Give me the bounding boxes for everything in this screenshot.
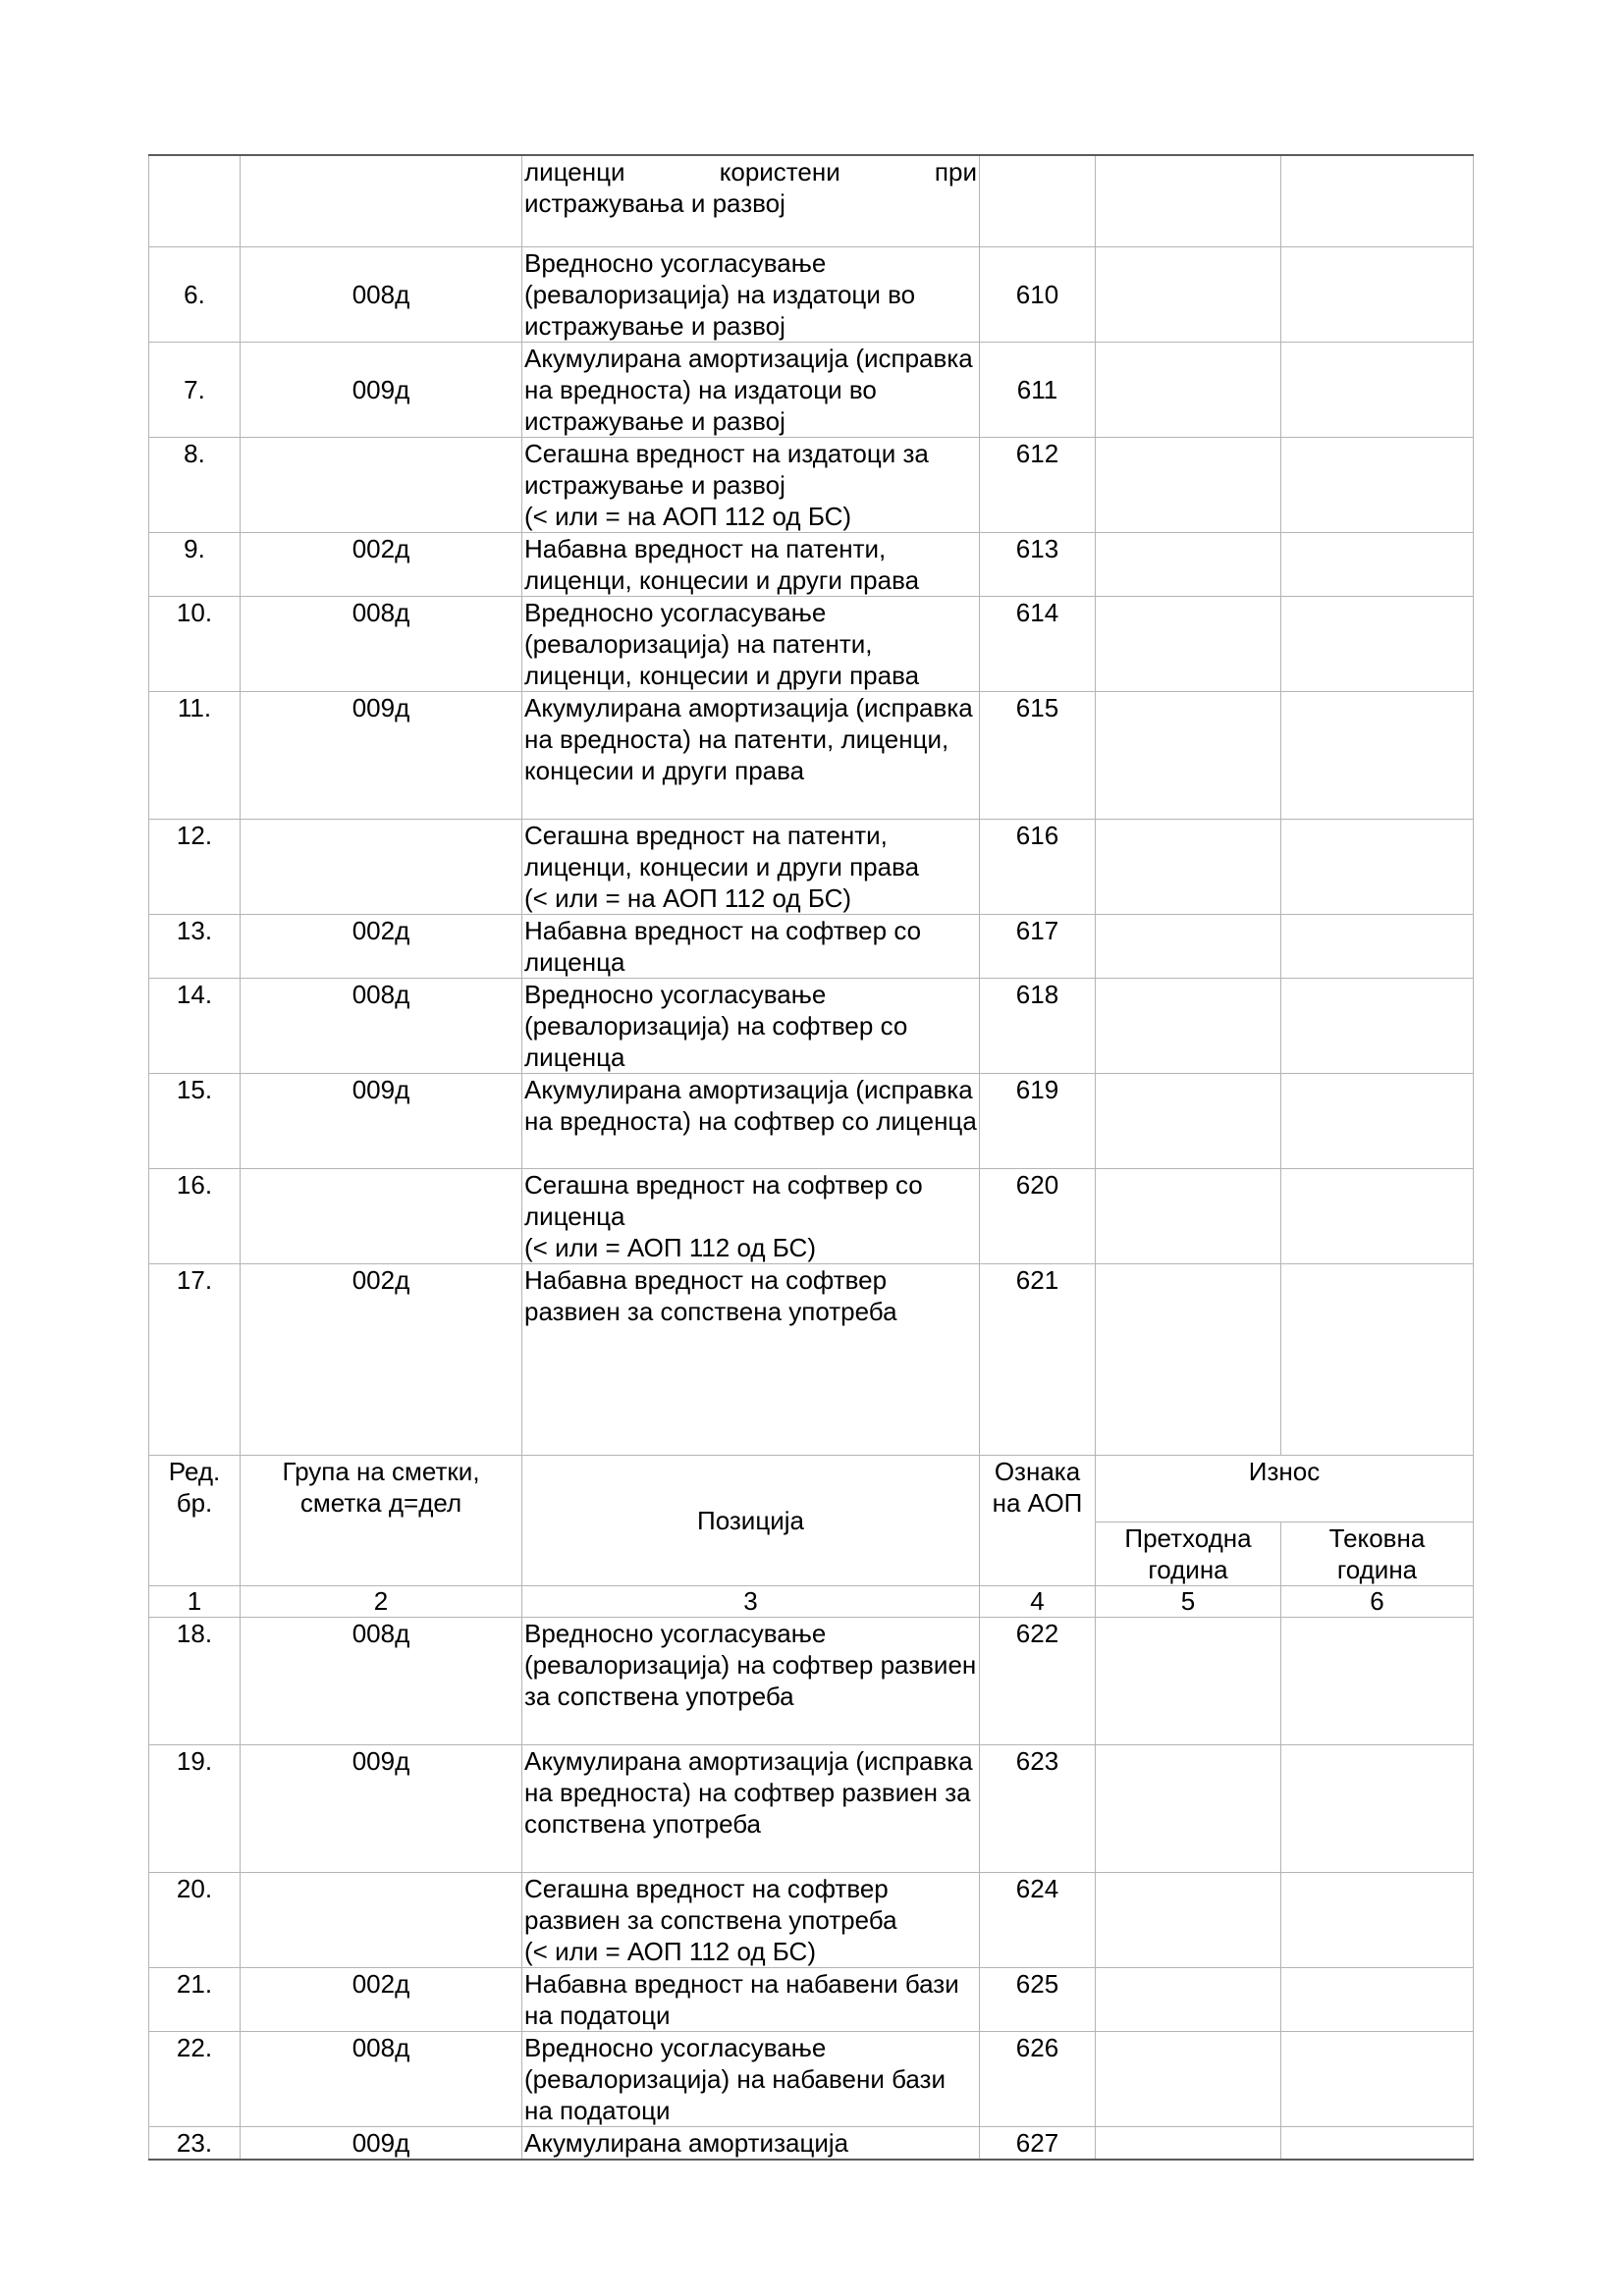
header-previous-year: Претходна година — [1096, 1522, 1281, 1585]
table-header-row — [149, 1455, 1474, 1522]
header-aop-code: Ознака на АОП — [980, 1455, 1096, 1585]
table-row — [149, 1744, 1474, 1872]
position-cell: Вредносно усогласување (ревалоризација) на софтвер развиен за сопствена употреба — [522, 1617, 980, 1744]
table-row — [149, 437, 1474, 532]
current-year-cell[interactable] — [1281, 1168, 1474, 1263]
row-number-cell: 14. — [149, 978, 241, 1073]
previous-year-cell[interactable] — [1096, 914, 1281, 978]
row-number-cell: 21. — [149, 1967, 241, 2031]
row-number-cell: 11. — [149, 691, 241, 819]
account-group-cell: 002д — [241, 914, 522, 978]
account-group-cell — [241, 1168, 522, 1263]
row-number-cell: 7. — [149, 342, 241, 437]
position-cell: Вредносно усогласување (ревалоризација) на издатоци во истражување и развој — [522, 246, 980, 342]
account-group-cell: 002д — [241, 532, 522, 596]
column-number: 6 — [1281, 1585, 1474, 1617]
account-group-cell — [241, 819, 522, 914]
position-cell: Набавна вредност на софтвер развиен за сопствена употреба — [522, 1263, 980, 1455]
position-line: истражувања и развој — [524, 188, 785, 218]
account-group-cell: 008д — [241, 978, 522, 1073]
aop-code-cell: 627 — [980, 2126, 1096, 2160]
position-cell: Сегашна вредност на издатоци за истражување и развој (< или = на АОП 112 од БС) — [522, 437, 980, 532]
position-cell: Сегашна вредност на патенти, лиценци, концесии и други права (< или = на АОП 112 од БС) — [522, 819, 980, 914]
position-cell: Акумулирана амортизација (исправка на вредноста) на патенти, лиценци, концесии и други права — [522, 691, 980, 819]
position-cell: Сегашна вредност на софтвер развиен за сопствена употреба (< или = АОП 112 од БС) — [522, 1872, 980, 1967]
row-number-cell: 19. — [149, 1744, 241, 1872]
header-amount: Износ — [1096, 1455, 1474, 1522]
current-year-cell[interactable] — [1281, 1872, 1474, 1967]
table-row — [149, 1263, 1474, 1455]
current-year-cell[interactable] — [1281, 2031, 1474, 2126]
column-number: 4 — [980, 1585, 1096, 1617]
account-group-cell: 002д — [241, 1967, 522, 2031]
aop-code-cell: 616 — [980, 819, 1096, 914]
current-year-cell[interactable] — [1281, 819, 1474, 914]
position-cell: Акумулирана амортизација — [522, 2126, 980, 2160]
row-number-cell: 23. — [149, 2126, 241, 2160]
previous-year-cell[interactable] — [1096, 246, 1281, 342]
account-group-cell: 008д — [241, 596, 522, 691]
table-row — [149, 155, 1474, 246]
position-cell: Акумулирана амортизација (исправка на вредноста) на издатоци во истражување и развој — [522, 342, 980, 437]
aop-code-cell: 621 — [980, 1263, 1096, 1455]
account-group-cell: 009д — [241, 1073, 522, 1168]
row-number-cell: 17. — [149, 1263, 241, 1455]
current-year-cell[interactable] — [1281, 1263, 1474, 1455]
position-cell: Сегашна вредност на софтвер со лиценца (< или = АОП 112 од БС) — [522, 1168, 980, 1263]
position-word: при — [934, 157, 977, 187]
header-account-group: Група на сметки, сметка д=дел — [241, 1455, 522, 1585]
aop-code-cell: 613 — [980, 532, 1096, 596]
current-year-cell[interactable] — [1281, 914, 1474, 978]
aop-code-cell: 610 — [980, 246, 1096, 342]
aop-code-cell: 626 — [980, 2031, 1096, 2126]
row-number-cell: 20. — [149, 1872, 241, 1967]
aop-code-cell: 625 — [980, 1967, 1096, 2031]
table-row — [149, 532, 1474, 596]
previous-year-cell[interactable] — [1096, 596, 1281, 691]
table-row — [149, 1073, 1474, 1168]
row-number-cell: 6. — [149, 246, 241, 342]
column-number: 3 — [522, 1585, 980, 1617]
previous-year-cell[interactable] — [1096, 2031, 1281, 2126]
row-number-cell: 13. — [149, 914, 241, 978]
intangible-assets-table — [148, 154, 1474, 2161]
table-row — [149, 1168, 1474, 1263]
current-year-cell[interactable] — [1281, 1744, 1474, 1872]
table-row — [149, 2031, 1474, 2126]
position-cell: Набавна вредност на патенти, лиценци, концесии и други права — [522, 532, 980, 596]
row-number-cell: 15. — [149, 1073, 241, 1168]
column-number-row — [149, 1585, 1474, 1617]
account-group-cell: 008д — [241, 2031, 522, 2126]
account-group-cell — [241, 437, 522, 532]
account-group-cell: 009д — [241, 342, 522, 437]
current-year-cell[interactable] — [1281, 342, 1474, 437]
current-year-cell[interactable] — [1281, 1073, 1474, 1168]
current-year-cell[interactable] — [1281, 691, 1474, 819]
aop-cell — [980, 155, 1096, 246]
current-year-cell[interactable] — [1281, 532, 1474, 596]
position-cell: Акумулирана амортизација (исправка на вредноста) на софтвер со лиценца — [522, 1073, 980, 1168]
row-number-cell: 16. — [149, 1168, 241, 1263]
current-year-cell[interactable] — [1281, 437, 1474, 532]
previous-year-cell[interactable] — [1096, 1744, 1281, 1872]
row-number-cell: 22. — [149, 2031, 241, 2126]
aop-code-cell: 615 — [980, 691, 1096, 819]
account-group-cell: 009д — [241, 691, 522, 819]
previous-year-cell[interactable] — [1096, 978, 1281, 1073]
account-group-cell — [241, 1872, 522, 1967]
column-number: 1 — [149, 1585, 241, 1617]
aop-code-cell: 612 — [980, 437, 1096, 532]
current-year-cell[interactable] — [1281, 246, 1474, 342]
table-row — [149, 1617, 1474, 1744]
row-number-cell: 10. — [149, 596, 241, 691]
current-year-cell[interactable] — [1281, 1967, 1474, 2031]
previous-year-cell[interactable] — [1096, 1617, 1281, 1744]
previous-year-cell[interactable] — [1096, 1073, 1281, 1168]
current-year-cell[interactable] — [1281, 978, 1474, 1073]
aop-code-cell: 619 — [980, 1073, 1096, 1168]
aop-code-cell: 622 — [980, 1617, 1096, 1744]
aop-code-cell: 617 — [980, 914, 1096, 978]
current-year-cell[interactable] — [1281, 596, 1474, 691]
table-row — [149, 342, 1474, 437]
row-number-cell: 12. — [149, 819, 241, 914]
previous-year-cell[interactable] — [1096, 1168, 1281, 1263]
table-row — [149, 1872, 1474, 1967]
financial-form-sheet — [148, 154, 1473, 2161]
position-word: користени — [719, 157, 840, 187]
position-cell: Акумулирана амортизација (исправка на вредноста) на софтвер развиен за сопствена употреба — [522, 1744, 980, 1872]
table-row — [149, 246, 1474, 342]
table-row — [149, 819, 1474, 914]
position-cell: Вредносно усогласување (ревалоризација) на софтвер со лиценца — [522, 978, 980, 1073]
table-row — [149, 978, 1474, 1073]
previous-year-cell[interactable] — [1096, 532, 1281, 596]
previous-year-cell[interactable] — [1096, 1872, 1281, 1967]
current-year-cell[interactable] — [1281, 2126, 1474, 2160]
account-cell — [241, 155, 522, 246]
aop-code-cell: 624 — [980, 1872, 1096, 1967]
table-row — [149, 914, 1474, 978]
aop-code-cell: 623 — [980, 1744, 1096, 1872]
table-row — [149, 691, 1474, 819]
column-number: 5 — [1096, 1585, 1281, 1617]
account-group-cell: 009д — [241, 1744, 522, 1872]
row-number-cell: 18. — [149, 1617, 241, 1744]
aop-code-cell: 611 — [980, 342, 1096, 437]
aop-code-cell: 614 — [980, 596, 1096, 691]
previous-year-cell[interactable] — [1096, 1263, 1281, 1455]
table-row — [149, 596, 1474, 691]
position-cell — [522, 155, 980, 246]
table-row — [149, 2126, 1474, 2160]
header-row-number: Ред. бр. — [149, 1455, 241, 1585]
column-number: 2 — [241, 1585, 522, 1617]
current-year-cell[interactable] — [1281, 155, 1474, 246]
previous-year-cell[interactable] — [1096, 2126, 1281, 2160]
previous-year-cell[interactable] — [1096, 155, 1281, 246]
position-cell: Вредносно усогласување (ревалоризација) на патенти, лиценци, концесии и други права — [522, 596, 980, 691]
position-word: лиценци — [524, 157, 625, 187]
previous-year-cell[interactable] — [1096, 819, 1281, 914]
previous-year-cell[interactable] — [1096, 1967, 1281, 2031]
account-group-cell: 008д — [241, 246, 522, 342]
position-cell: Вредносно усогласување (ревалоризација) на набавени бази на податоци — [522, 2031, 980, 2126]
table-row — [149, 1967, 1474, 2031]
aop-code-cell: 618 — [980, 978, 1096, 1073]
account-group-cell: 002д — [241, 1263, 522, 1455]
row-number-cell: 8. — [149, 437, 241, 532]
header-current-year: Тековна година — [1281, 1522, 1474, 1585]
account-group-cell: 009д — [241, 2126, 522, 2160]
position-cell: Набавна вредност на софтвер со лиценца — [522, 914, 980, 978]
aop-code-cell: 620 — [980, 1168, 1096, 1263]
current-year-cell[interactable] — [1281, 1617, 1474, 1744]
header-position: Позиција — [522, 1455, 980, 1585]
previous-year-cell[interactable] — [1096, 342, 1281, 437]
account-group-cell: 008д — [241, 1617, 522, 1744]
row-number-cell: 9. — [149, 532, 241, 596]
position-cell: Набавна вредност на набавени бази на податоци — [522, 1967, 980, 2031]
row-number-cell — [149, 155, 241, 246]
previous-year-cell[interactable] — [1096, 691, 1281, 819]
previous-year-cell[interactable] — [1096, 437, 1281, 532]
